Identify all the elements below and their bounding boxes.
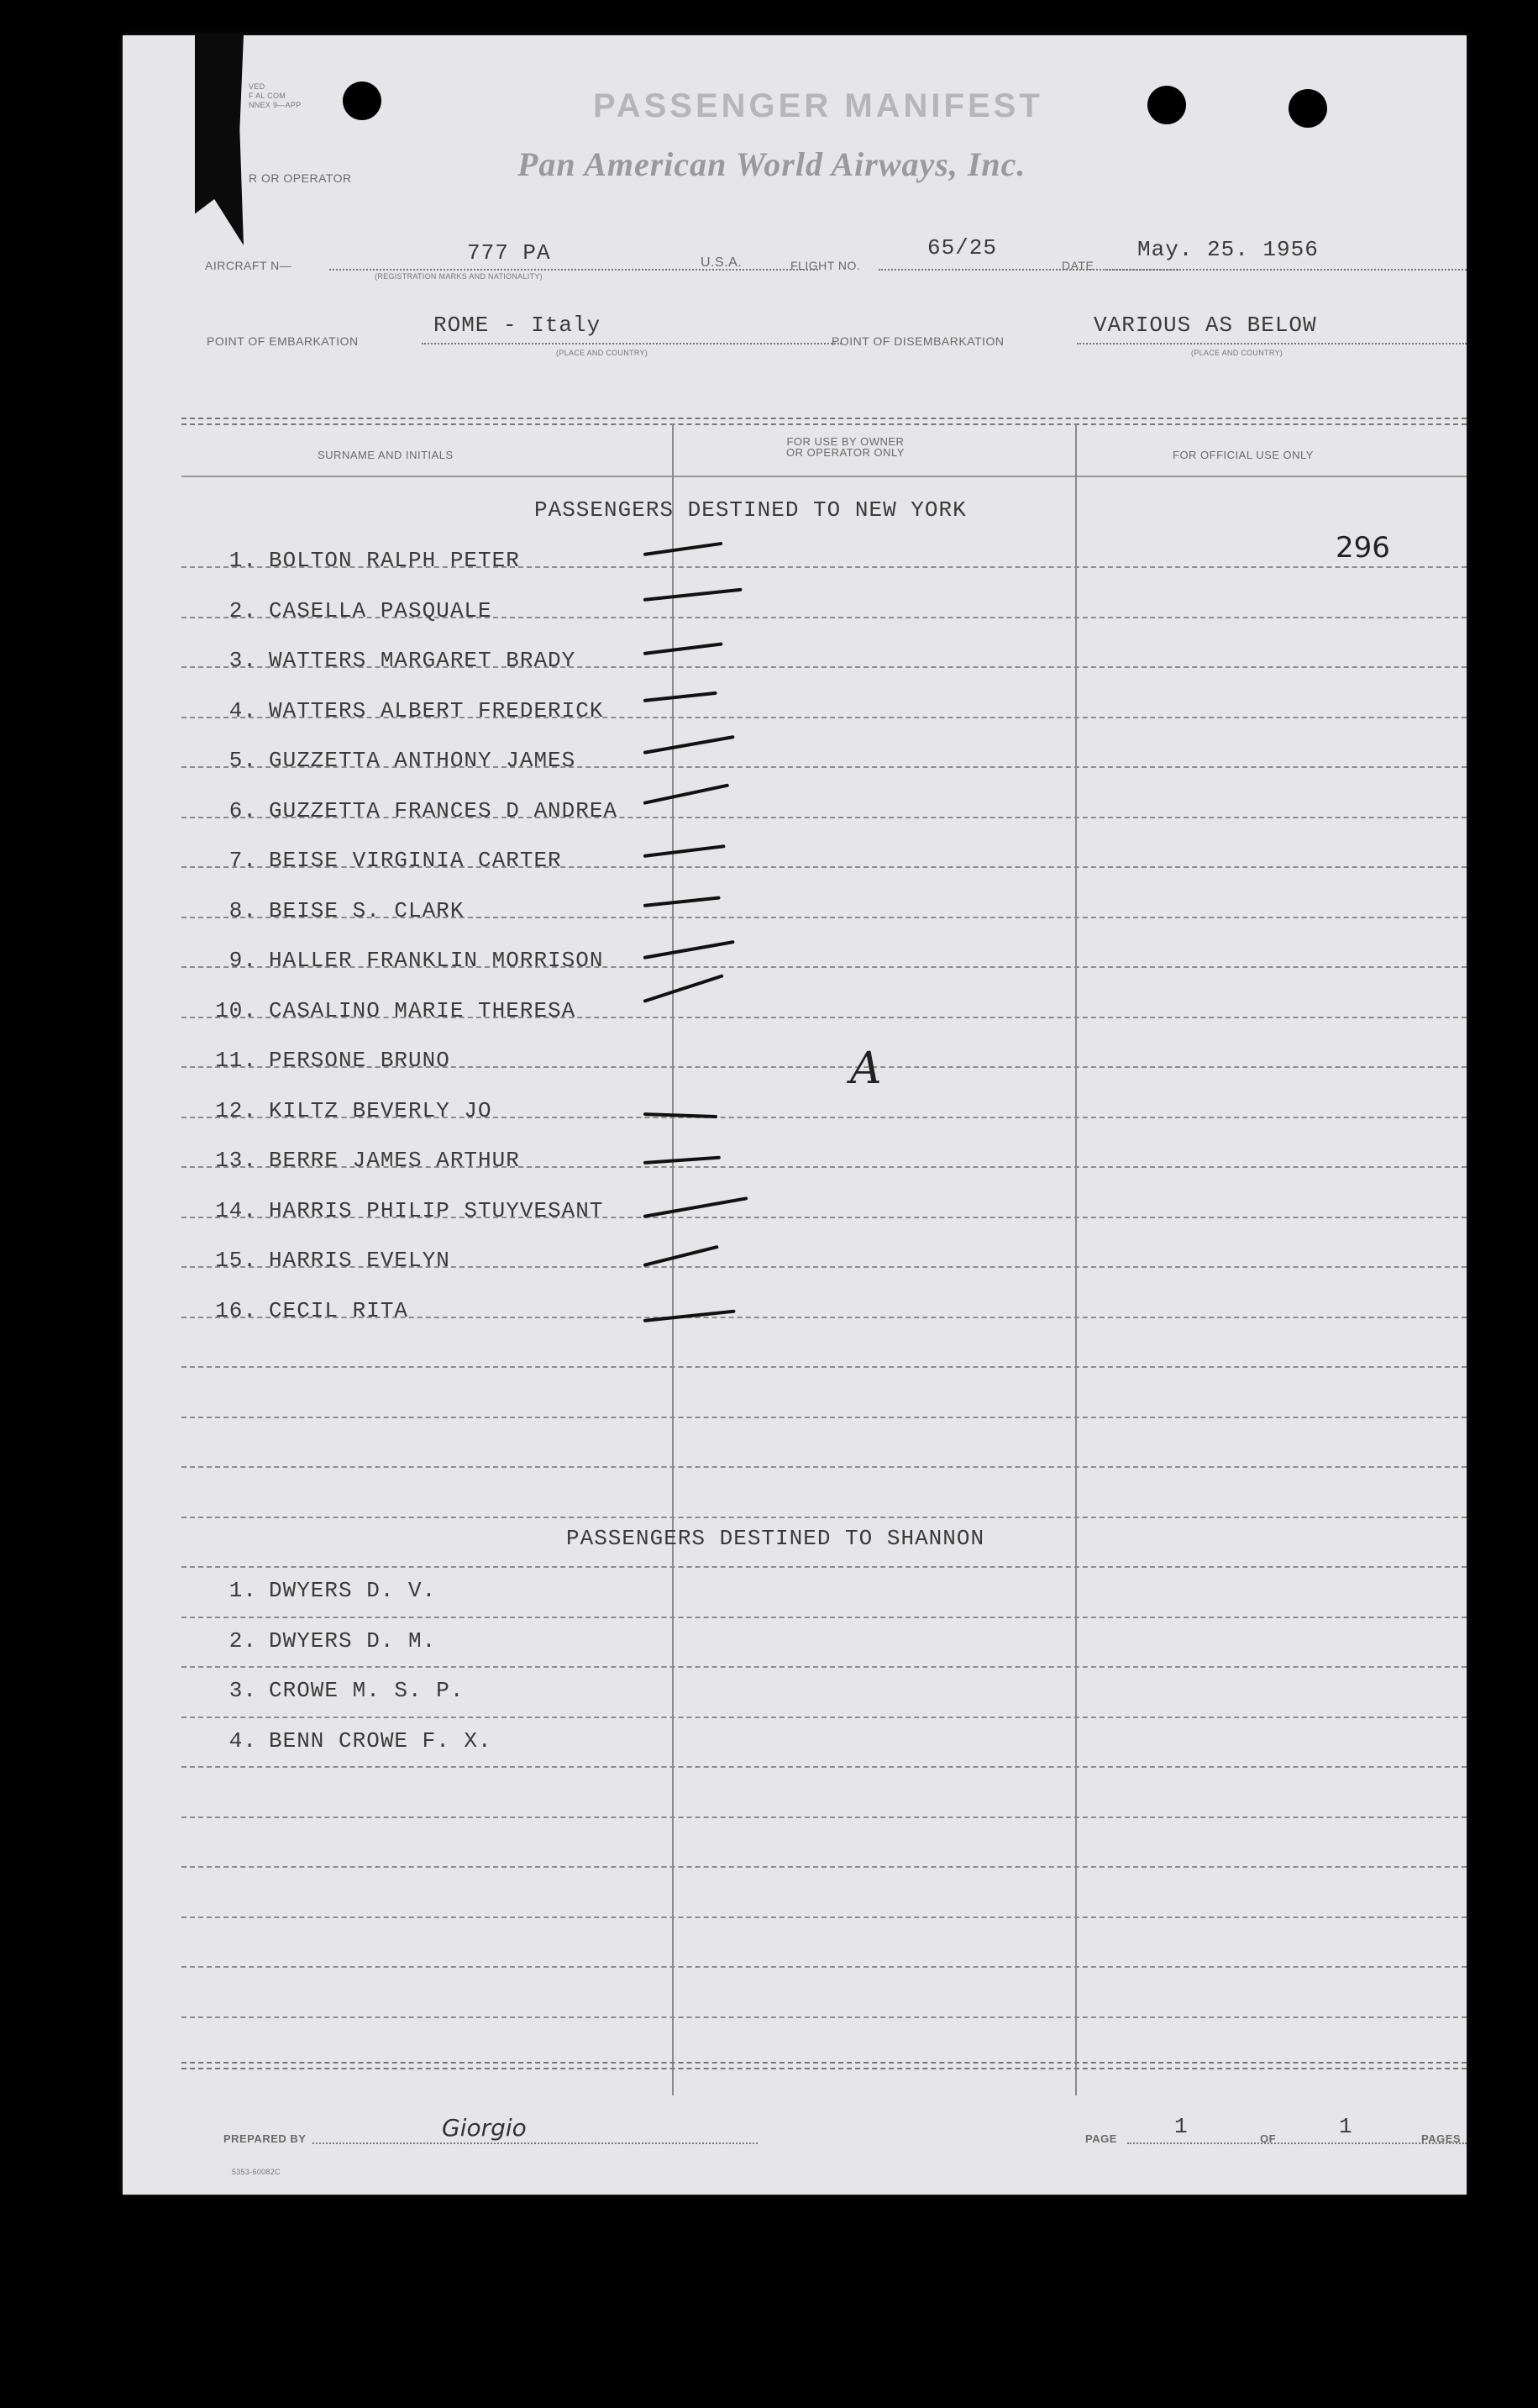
col-owner-header-line: OR OPERATOR ONLY [786, 446, 905, 459]
passenger-number: 12. [215, 1098, 257, 1123]
passenger-name: KILTZ BEVERLY JO [269, 1098, 492, 1123]
ruled-line [181, 1666, 1467, 1668]
passenger-number: 11. [215, 1048, 257, 1073]
passenger-number: 9. [228, 948, 257, 973]
passenger-name: CASALINO MARIE THERESA [269, 998, 576, 1023]
passenger-number: 4. [228, 1728, 257, 1753]
passenger-row [190, 1628, 436, 1654]
of-value: 1 [1339, 2114, 1353, 2139]
shannon-heading: PASSENGERS DESTINED TO SHANNON [566, 1526, 985, 1551]
page-title: PASSENGER MANIFEST [593, 87, 1043, 124]
passenger-name: BOLTON RALPH PETER [269, 548, 520, 573]
embarkation-label: POINT OF EMBARKATION [207, 334, 359, 348]
passenger-name: GUZZETTA ANTHONY JAMES [269, 748, 576, 773]
check-stroke [643, 783, 730, 805]
disembarkation-value: VARIOUS AS BELOW [1094, 313, 1317, 338]
ruled-line [181, 1916, 1467, 1918]
column-divider [1075, 423, 1077, 2095]
passenger-row [190, 998, 575, 1023]
check-stroke [643, 896, 721, 907]
ruled-line [181, 1566, 1467, 1568]
passenger-row [190, 598, 492, 623]
disembarkation-caption: (PLACE AND COUNTRY) [1191, 349, 1283, 357]
passenger-number: 4. [228, 698, 257, 723]
passenger-number: 8. [228, 898, 257, 923]
passenger-row [190, 648, 575, 673]
registration-caption: (REGISTRATION MARKS AND NATIONALITY) [375, 272, 543, 281]
aircraft-label: AIRCRAFT N— [205, 259, 292, 272]
form-code: 5353-60082C [232, 2168, 281, 2176]
embarkation-value: ROME - Italy [433, 313, 601, 338]
check-stroke [643, 735, 735, 754]
form-reference-line: NNEX 9—APP [249, 101, 302, 109]
passenger-name: DWYERS D. M. [269, 1628, 437, 1654]
passenger-name: HARRIS PHILIP STUYVESANT [269, 1198, 604, 1223]
ruled-line [181, 1366, 1467, 1368]
check-stroke [643, 1245, 719, 1267]
passenger-name: CROWE M. S. P. [269, 1678, 465, 1703]
ruled-line [181, 1866, 1467, 1868]
passenger-name: WATTERS MARGARET BRADY [269, 648, 576, 673]
table-bottom-rule [181, 2062, 1467, 2069]
new-york-heading: PASSENGERS DESTINED TO NEW YORK [534, 497, 967, 523]
passenger-name: BENN CROWE F. X. [269, 1728, 492, 1753]
aircraft-underline [329, 269, 818, 271]
passenger-number: 10. [215, 998, 257, 1023]
passenger-row [190, 1728, 492, 1753]
table-top-rule [181, 418, 1467, 425]
passenger-number: 2. [228, 598, 257, 623]
passenger-number: 13. [215, 1148, 257, 1173]
ruled-line [181, 1417, 1467, 1418]
stamp-number: 296 [1336, 531, 1390, 565]
ruled-line [181, 2016, 1467, 2018]
punch-hole [1147, 86, 1186, 124]
flight-value: 65/25 [927, 235, 998, 260]
passenger-name: HARRIS EVELYN [269, 1248, 450, 1273]
disembarkation-underline [1077, 343, 1467, 344]
prepared-value: Giorgio [442, 2114, 527, 2142]
page-value: 1 [1174, 2114, 1189, 2139]
check-stroke [643, 1196, 748, 1218]
passenger-row [190, 1198, 603, 1223]
check-stroke [643, 691, 717, 702]
form-reference-line: VED [249, 82, 265, 91]
passenger-number: 16. [215, 1298, 257, 1323]
disembarkation-label: POINT OF DISEMBARKATION [832, 334, 1005, 348]
passenger-row [190, 698, 603, 723]
passenger-row [190, 798, 617, 823]
ruled-line [181, 1717, 1467, 1718]
passenger-name: HALLER FRANKLIN MORRISON [269, 948, 604, 973]
passenger-number: 3. [228, 1678, 257, 1703]
passenger-row [190, 1098, 492, 1123]
passenger-number: 7. [228, 848, 257, 873]
punch-hole [1289, 89, 1327, 128]
passenger-number: 14. [215, 1198, 257, 1223]
passenger-name: CASELLA PASQUALE [269, 598, 492, 623]
passenger-row [190, 1578, 436, 1603]
passenger-row [190, 848, 562, 873]
page-underline [1127, 2142, 1467, 2144]
col-official-header: FOR OFFICIAL USE ONLY [1173, 449, 1314, 461]
passenger-name: BEISE S. CLARK [269, 898, 465, 923]
aircraft-value: 777 PA [467, 240, 551, 266]
check-stroke [643, 542, 723, 556]
passenger-name: BERRE JAMES ARTHUR [269, 1148, 520, 1173]
check-stroke [643, 940, 735, 960]
check-stroke [643, 1156, 721, 1165]
passenger-row [190, 1248, 450, 1273]
check-stroke [643, 642, 723, 655]
ruled-line [181, 1617, 1467, 1618]
passenger-number: 5. [228, 748, 257, 773]
ruled-line [181, 1466, 1467, 1468]
company-name: Pan American World Airways, Inc. [517, 145, 1026, 183]
passenger-name: WATTERS ALBERT FREDERICK [269, 698, 604, 723]
passenger-row [190, 748, 575, 773]
passenger-number: 3. [228, 648, 257, 673]
form-reference-line: F AL COM [249, 92, 286, 100]
prepared-label: PREPARED BY [223, 2132, 307, 2145]
check-stroke [643, 844, 726, 858]
handwritten-mark: A [850, 1044, 882, 1094]
manifest-page [123, 35, 1467, 2195]
passenger-number: 6. [228, 798, 257, 823]
ruled-line [181, 1766, 1467, 1768]
of-label: OF [1260, 2132, 1277, 2145]
header-rule [181, 476, 1467, 477]
page-label: PAGE [1085, 2132, 1117, 2145]
passenger-name: DWYERS D. V. [269, 1578, 437, 1603]
passenger-number: 1. [228, 1578, 257, 1603]
passenger-row [190, 1678, 464, 1703]
torn-corner [195, 35, 244, 245]
check-stroke [643, 588, 743, 602]
passenger-name: CECIL RITA [269, 1298, 409, 1323]
ruled-line [181, 1517, 1467, 1518]
embarkation-underline [422, 343, 842, 344]
flight-label: FLIGHT NO. [790, 259, 861, 272]
col-owner-header-line: FOR USE BY OWNER [786, 435, 905, 448]
prepared-underline [312, 2142, 758, 2144]
passenger-row [190, 1148, 520, 1173]
date-value: May. 25. 1956 [1137, 237, 1319, 262]
date-underline [1105, 269, 1467, 271]
passenger-name: BEISE VIRGINIA CARTER [269, 848, 562, 873]
punch-hole [343, 81, 381, 120]
passenger-row [190, 1048, 450, 1073]
pages-label: PAGES [1421, 2132, 1462, 2145]
embarkation-caption: (PLACE AND COUNTRY) [556, 349, 648, 357]
passenger-row [190, 948, 603, 973]
passenger-number: 2. [228, 1628, 257, 1654]
ruled-line [181, 1817, 1467, 1818]
passenger-number: 1. [228, 548, 257, 573]
owner-operator-label: R OR OPERATOR [249, 171, 352, 185]
passenger-number: 15. [215, 1248, 257, 1273]
passenger-name: PERSONE BRUNO [269, 1048, 450, 1073]
date-label: DATE [1062, 259, 1094, 272]
passenger-name: GUZZETTA FRANCES D ANDREA [269, 798, 618, 823]
passenger-row [190, 548, 520, 573]
check-stroke [643, 974, 723, 1003]
usa-label: U.S.A. [701, 255, 743, 270]
passenger-row [190, 1298, 408, 1323]
form-reference [249, 82, 302, 110]
col-surname-header: SURNAME AND INITIALS [318, 449, 454, 461]
passenger-row [190, 898, 464, 923]
col-owner-header [786, 436, 905, 458]
ruled-line [181, 1966, 1467, 1968]
